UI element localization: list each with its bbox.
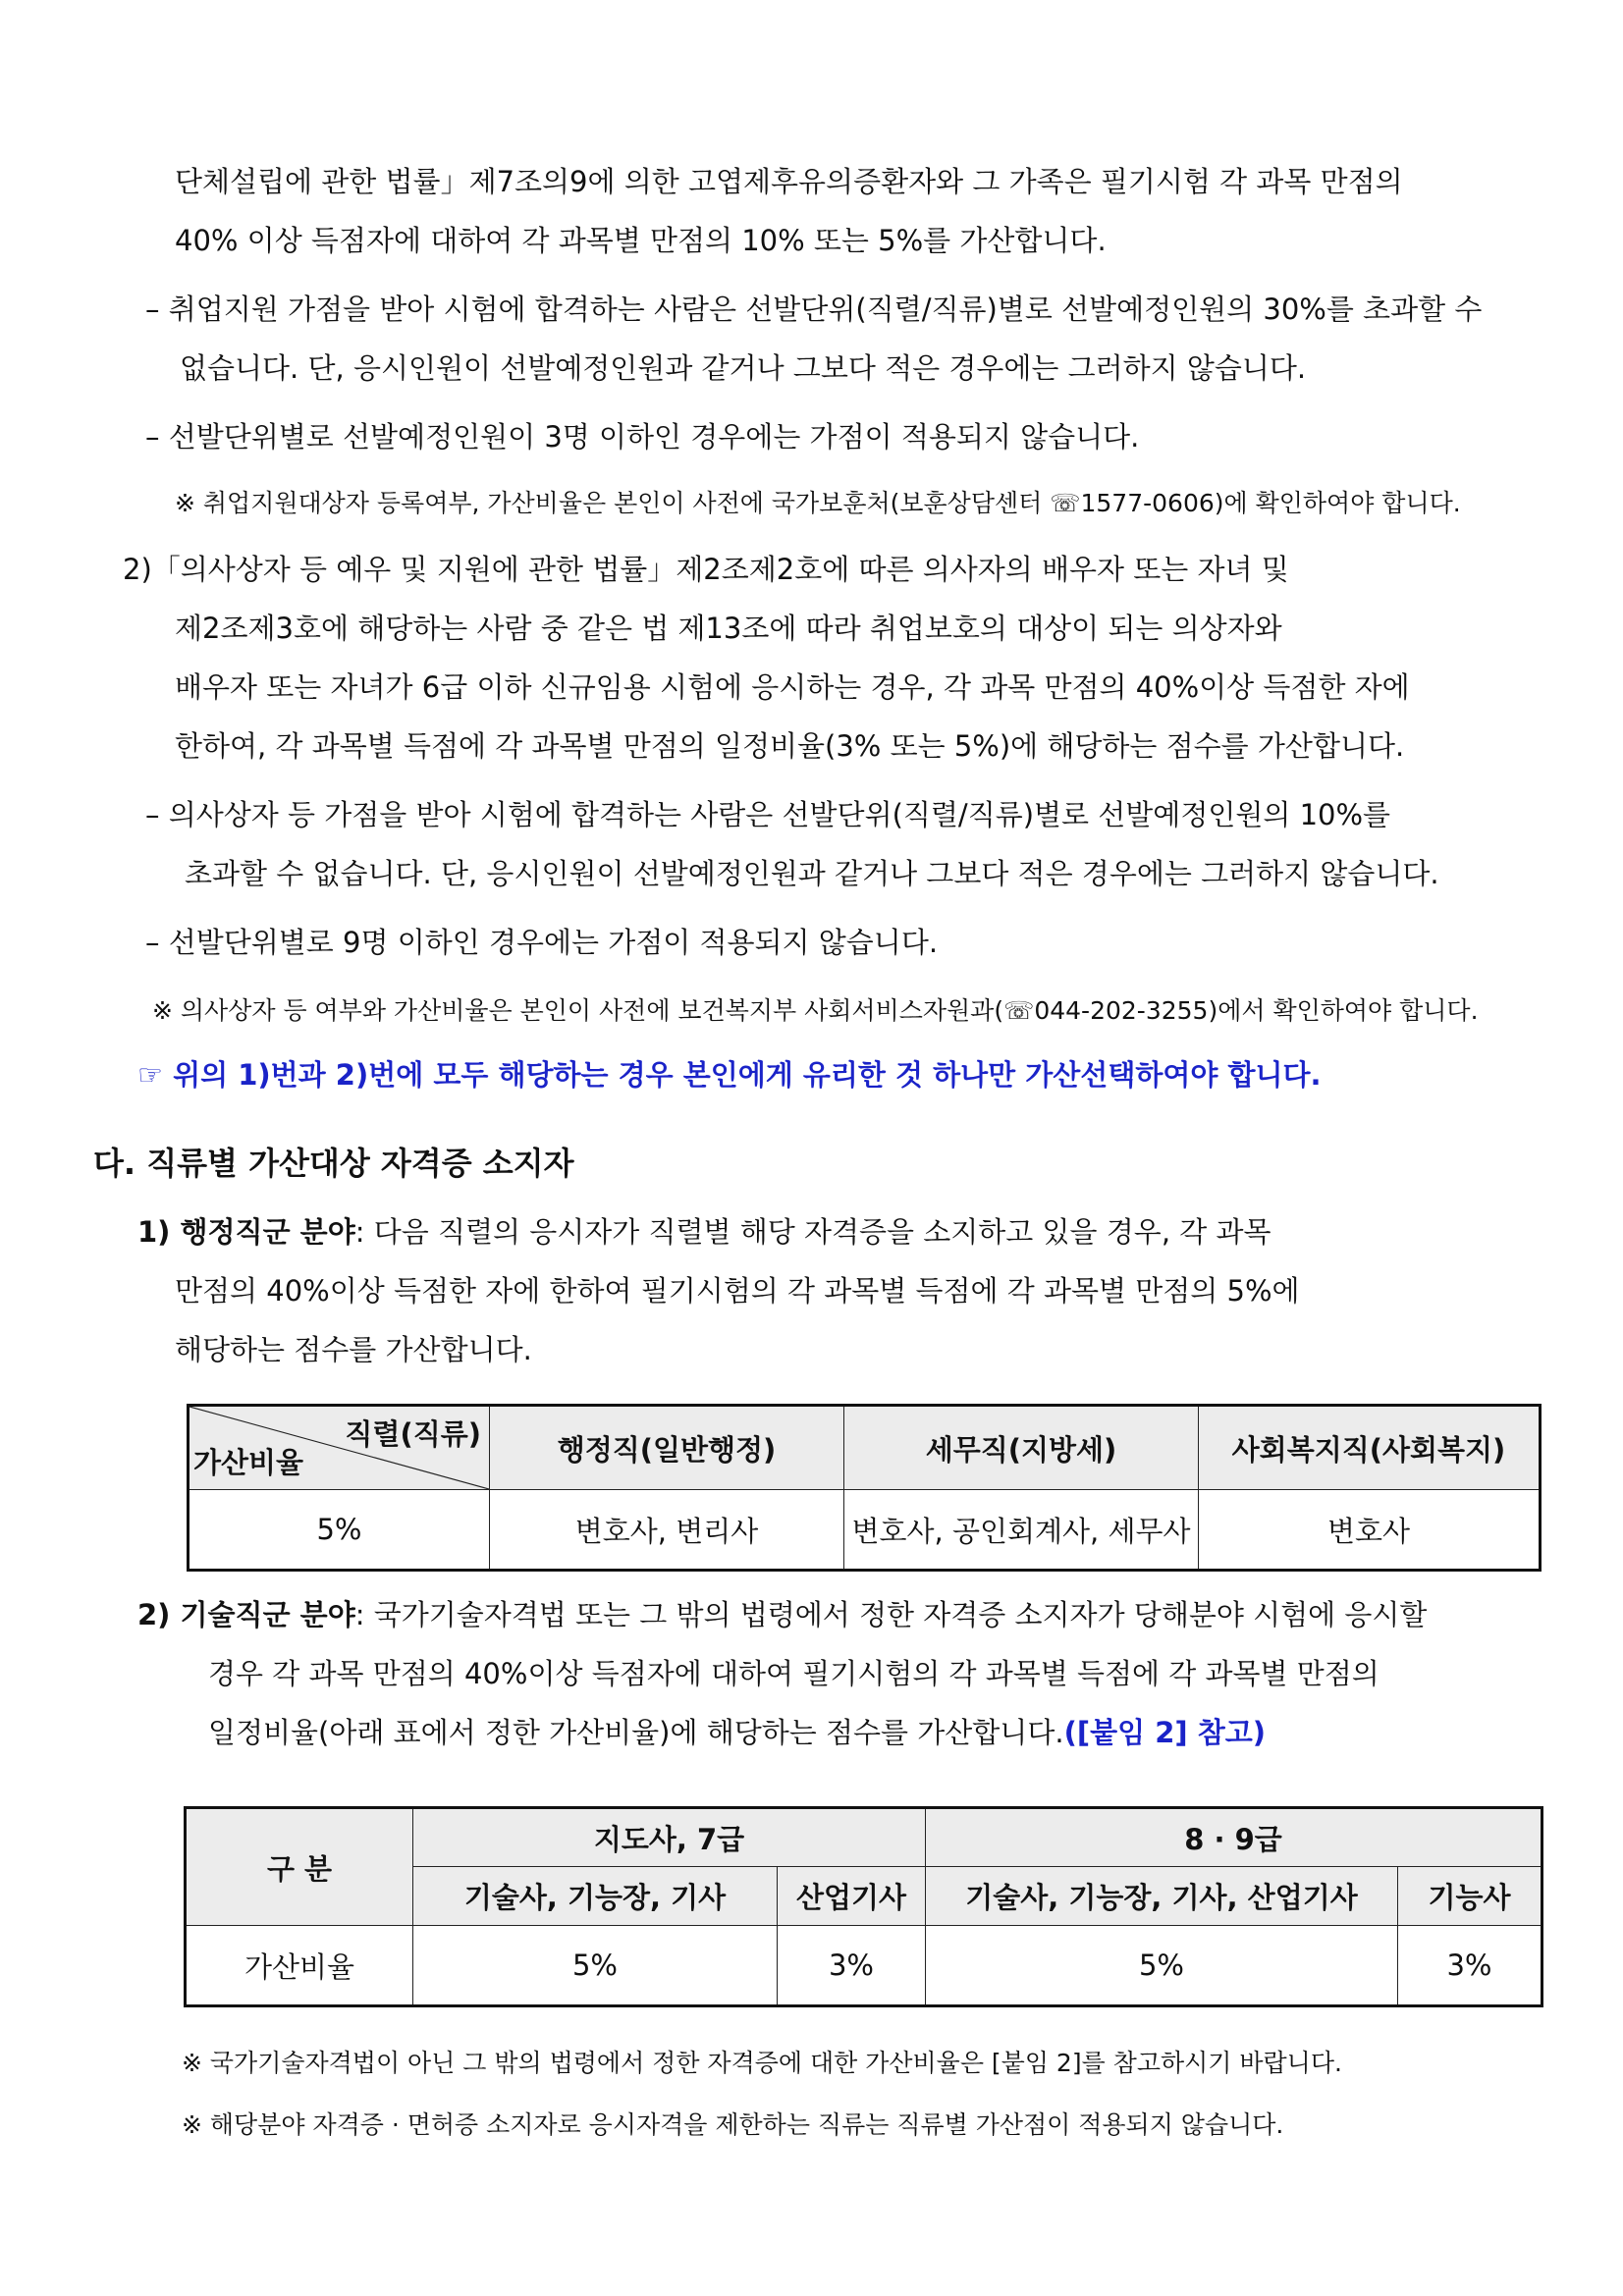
section2-line-4: 한하여, 각 과목별 득점에 각 과목별 만점의 일정비율(3% 또는 5%)에 해당하는 점수를 가산합니다. bbox=[175, 729, 1405, 763]
tech-paragraph-line-3 bbox=[208, 1713, 1266, 1752]
table1-cell: 변호사, 공인회계사, 세무사 bbox=[844, 1490, 1199, 1571]
admin-paragraph-line-3: 해당하는 점수를 가산합니다. bbox=[175, 1333, 532, 1366]
table-row bbox=[189, 1490, 1541, 1571]
tech-bonus-table bbox=[184, 1806, 1543, 2007]
highlight-notice: ☞ 위의 1)번과 2)번에 모두 해당하는 경우 본인에게 유리한 것 하나만 가산선택하여야 합니다. bbox=[137, 1058, 1322, 1092]
section-heading: 다. 직류별 가산대상 자격증 소지자 bbox=[93, 1145, 574, 1182]
tech-paragraph-line-1 bbox=[137, 1595, 1427, 1634]
table2-group-header: 8 · 9급 bbox=[926, 1808, 1542, 1867]
table1-cell: 변호사 bbox=[1199, 1490, 1541, 1571]
intro-note: ※ 취업지원대상자 등록여부, 가산비율은 본인이 사전에 국가보훈처(보훈상담센터 ☏1577-0606)에 확인하여야 합니다. bbox=[175, 489, 1461, 517]
table2-cell: 5% bbox=[413, 1926, 778, 2006]
table2-sub-header: 기능사 bbox=[1398, 1867, 1542, 1926]
admin-bonus-table bbox=[187, 1404, 1542, 1572]
intro-bullet-2: – 선발단위별로 선발예정인원이 3명 이하인 경우에는 가점이 적용되지 않습니다. bbox=[145, 420, 1140, 454]
attachment-reference: ([붙임 2] 참고) bbox=[1063, 1716, 1267, 1749]
table1-header-cell: 사회복지직(사회복지) bbox=[1199, 1406, 1541, 1490]
admin-label: 1) 행정직군 분야 bbox=[137, 1215, 355, 1249]
table1-header-cell: 세무직(지방세) bbox=[844, 1406, 1199, 1490]
table1-corner-bottom: 가산비율 bbox=[193, 1446, 304, 1479]
admin-paragraph-line-2: 만점의 40%이상 득점한 자에 한하여 필기시험의 각 과목별 득점에 각 과목별 만점의 5%에 bbox=[175, 1274, 1300, 1308]
table-row bbox=[186, 1926, 1542, 2006]
intro-bullet-1b: 없습니다. 단, 응시인원이 선발예정인원과 같거나 그보다 적은 경우에는 그러하지 않습니다. bbox=[180, 351, 1307, 385]
intro-line-2: 40% 이상 득점자에 대하여 각 과목별 만점의 10% 또는 5%를 가산합니다. bbox=[175, 224, 1107, 257]
intro-line-1: 단체설립에 관한 법률」제7조의9에 의한 고엽제후유의증환자와 그 가족은 필기시험 각 과목 만점의 bbox=[175, 165, 1403, 198]
table1-corner-top: 직렬(직류) bbox=[345, 1417, 481, 1451]
table2-sub-header: 산업기사 bbox=[778, 1867, 926, 1926]
section2-line-1: 2)「의사상자 등 예우 및 지원에 관한 법률」제2조제2호에 따른 의사자의 배우자 또는 자녀 및 bbox=[123, 553, 1289, 586]
table2-sub-header: 기술사, 기능장, 기사 bbox=[413, 1867, 778, 1926]
tech-text-1: : 국가기술자격법 또는 그 밖의 법령에서 정한 자격증 소지자가 당해분야 시험에 응시할 bbox=[354, 1598, 1428, 1631]
tech-label: 2) 기술직군 분야 bbox=[137, 1598, 355, 1631]
tech-paragraph-line-2: 경우 각 과목 만점의 40%이상 득점자에 대하여 필기시험의 각 과목별 득점에 각 과목별 만점의 bbox=[208, 1657, 1380, 1690]
table2-cell: 3% bbox=[1398, 1926, 1542, 2006]
table2-group-header: 지도사, 7급 bbox=[413, 1808, 926, 1867]
section2-line-2: 제2조제3호에 해당하는 사람 중 같은 법 제13조에 따라 취업보호의 대상이 되는 의상자와 bbox=[175, 612, 1282, 645]
table1-cell: 변호사, 변리사 bbox=[490, 1490, 844, 1571]
table1-corner-cell bbox=[189, 1406, 490, 1490]
table2-corner-cell: 구 분 bbox=[186, 1808, 413, 1926]
section2-bullet-1b: 초과할 수 없습니다. 단, 응시인원이 선발예정인원과 같거나 그보다 적은 경우에는 그러하지 않습니다. bbox=[185, 857, 1439, 890]
section2-bullet-2: – 선발단위별로 9명 이하인 경우에는 가점이 적용되지 않습니다. bbox=[145, 926, 939, 959]
table1-header-cell: 행정직(일반행정) bbox=[490, 1406, 844, 1490]
footer-note-1: ※ 국가기술자격법이 아닌 그 밖의 법령에서 정한 자격증에 대한 가산비율은 [붙임 2]를 참고하시기 바랍니다. bbox=[182, 2049, 1342, 2077]
footer-note-2: ※ 해당분야 자격증 · 면허증 소지자로 응시자격을 제한하는 직류는 직류별 가산점이 적용되지 않습니다. bbox=[182, 2110, 1284, 2139]
table1-cell: 5% bbox=[189, 1490, 490, 1571]
tech-text-3: 일정비율(아래 표에서 정한 가산비율)에 해당하는 점수를 가산합니다. bbox=[208, 1716, 1064, 1749]
section2-note: ※ 의사상자 등 여부와 가산비율은 본인이 사전에 보건복지부 사회서비스자원과(☏044-202-3255)에서 확인하여야 합니다. bbox=[152, 996, 1479, 1025]
table2-row-label: 가산비율 bbox=[186, 1926, 413, 2006]
admin-paragraph-line-1 bbox=[137, 1212, 1271, 1252]
table2-cell: 5% bbox=[926, 1926, 1398, 2006]
section2-line-3: 배우자 또는 자녀가 6급 이하 신규임용 시험에 응시하는 경우, 각 과목 만점의 40%이상 득점한 자에 bbox=[175, 670, 1410, 704]
table2-cell: 3% bbox=[778, 1926, 926, 2006]
table2-sub-header: 기술사, 기능장, 기사, 산업기사 bbox=[926, 1867, 1398, 1926]
section2-bullet-1a: – 의사상자 등 가점을 받아 시험에 합격하는 사람은 선발단위(직렬/직류)별로 선발예정인원의 10%를 bbox=[145, 798, 1391, 831]
admin-text-1: : 다음 직렬의 응시자가 직렬별 해당 자격증을 소지하고 있을 경우, 각 과목 bbox=[354, 1215, 1271, 1249]
intro-bullet-1a: – 취업지원 가점을 받아 시험에 합격하는 사람은 선발단위(직렬/직류)별로 선발예정인원의 30%를 초과할 수 bbox=[145, 293, 1483, 326]
